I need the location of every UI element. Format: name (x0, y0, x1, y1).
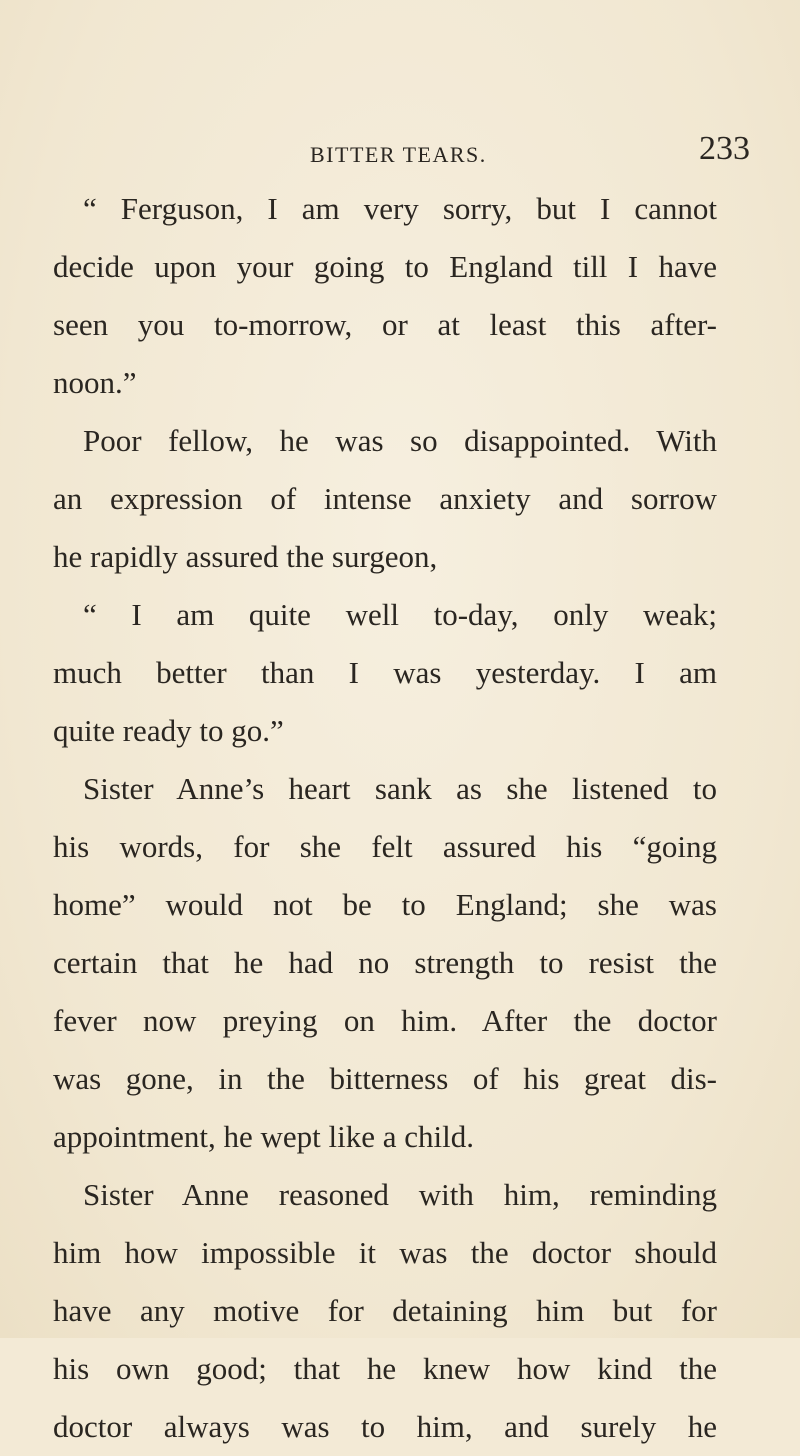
text-line: seen you to-morrow, or at least this after- (53, 307, 717, 342)
body-text (53, 180, 717, 1456)
text-line: was gone, in the bitterness of his great dis- (53, 1061, 717, 1096)
text-line: Sister Anne’s heart sank as she listened to (83, 771, 717, 806)
text-line: decide upon your going to England till I have (53, 249, 717, 284)
text-line: his own good; that he knew how kind the (53, 1351, 717, 1386)
text-line: certain that he had no strength to resist the (53, 945, 717, 980)
text-line: have any motive for detaining him but for (53, 1293, 717, 1328)
text-line: his words, for she felt assured his “going (53, 829, 717, 864)
text-line: Poor fellow, he was so disappointed. With (83, 423, 717, 458)
text-line: much better than I was yesterday. I am (53, 655, 717, 690)
text-line: Sister Anne reasoned with him, reminding (83, 1177, 717, 1212)
text-line: “ Ferguson, I am very sorry, but I cannot (83, 191, 717, 226)
page-header (40, 130, 750, 176)
page-number: 233 (699, 130, 750, 167)
text-line: noon.” (53, 365, 137, 400)
text-line: quite ready to go.” (53, 713, 284, 748)
text-line: fever now preying on him. After the doctor (53, 1003, 717, 1038)
text-line: home” would not be to England; she was (53, 887, 717, 922)
text-line: an expression of intense anxiety and sorrow (53, 481, 717, 516)
text-line: doctor always was to him, and surely he (53, 1409, 717, 1444)
text-line: he rapidly assured the surgeon, (53, 539, 438, 574)
text-line: “ I am quite well to-day, only weak; (83, 597, 717, 632)
running-title: BITTER TEARS. (310, 142, 487, 167)
text-line: him how impossible it was the doctor should (53, 1235, 717, 1270)
text-line: appointment, he wept like a child. (53, 1119, 474, 1154)
